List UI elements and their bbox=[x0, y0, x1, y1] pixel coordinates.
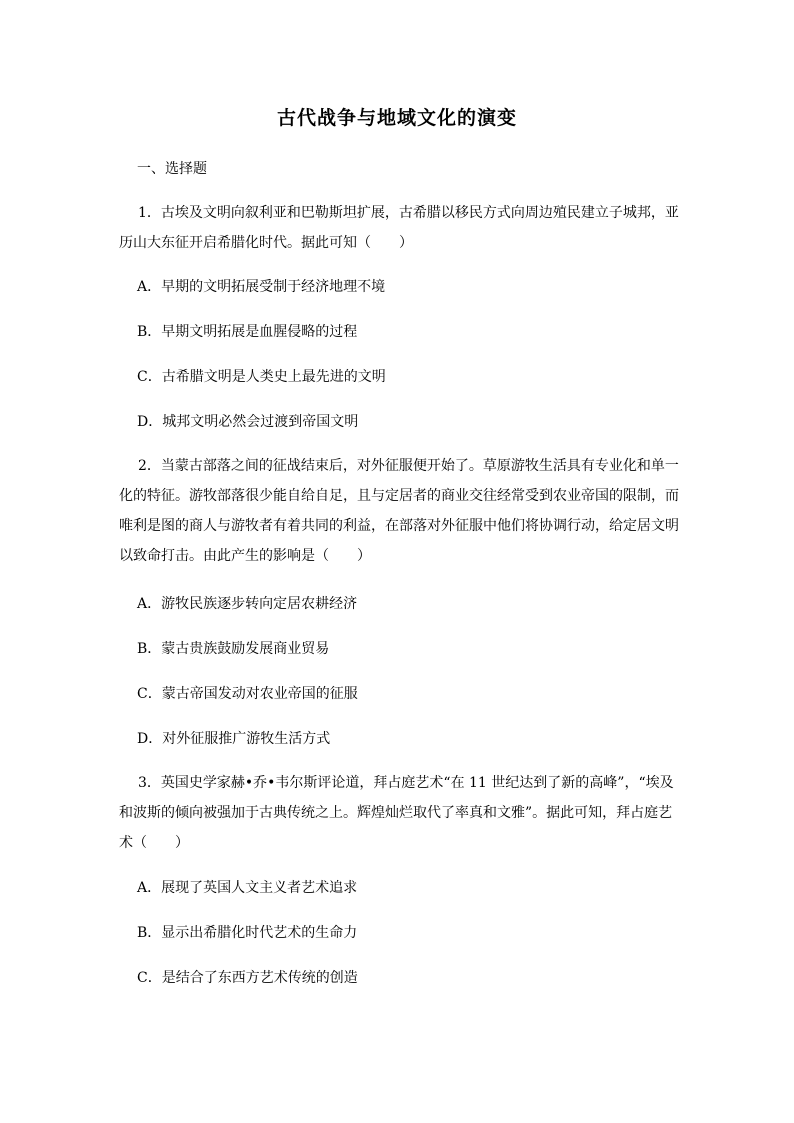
question-2-stem: 2．当蒙古部落之间的征战结束后，对外征服便开始了。草原游牧生活具有专业化和单一化的特征。游牧部落很少能自给自足，且与定居者的商业交往经常受到农业帝国的限制，而唯利是图的商人与游牧者有着共同的利益，在部落对外征服中他们将协调行动，给定居文明以致命打击。由此产生的影响是（ ） bbox=[119, 458, 679, 564]
question-1-option-a: A．早期的文明拓展受制于经济地理不境 bbox=[137, 279, 386, 295]
question-1-stem: 1．古埃及文明向叙利亚和巴勒斯坦扩展，古希腊以移民方式向周边殖民建立子城邦，亚历山大东征开启希腊化时代。据此可知（ ） bbox=[119, 205, 679, 251]
question-3-stem: 3．英国史学家赫•乔•韦尔斯评论道，拜占庭艺术“在 11 世纪达到了新的高峰”，“埃及和波斯的倾向被强加于古典传统之上。辉煌灿烂取代了率真和文雅”。据此可知，拜占庭艺术（ ） bbox=[119, 775, 674, 851]
question-1-option-d: D．城邦文明必然会过渡到帝国文明 bbox=[137, 414, 359, 430]
question-2-option-d: D．对外征服推广游牧生活方式 bbox=[137, 731, 331, 747]
question-2-option-a: A．游牧民族逐步转向定居农耕经济 bbox=[137, 596, 358, 612]
document-title: 古代战争与地域文化的演变 bbox=[276, 107, 517, 129]
question-2-option-b: B．蒙古贵族鼓励发展商业贸易 bbox=[137, 641, 330, 657]
question-3-option-b: B．显示出希腊化时代艺术的生命力 bbox=[137, 925, 358, 941]
question-2-option-c: C．蒙古帝国发动对农业帝国的征服 bbox=[137, 686, 358, 702]
question-3-option-a: A．展现了英国人文主义者艺术追求 bbox=[137, 880, 358, 896]
question-1-option-b: B．早期文明拓展是血腥侵略的过程 bbox=[137, 324, 358, 340]
question-1-option-c: C．古希腊文明是人类史上最先进的文明 bbox=[137, 369, 386, 385]
section-heading: 一、选择题 bbox=[137, 161, 207, 177]
question-3-option-c: C．是结合了东西方艺术传统的创造 bbox=[137, 970, 358, 986]
